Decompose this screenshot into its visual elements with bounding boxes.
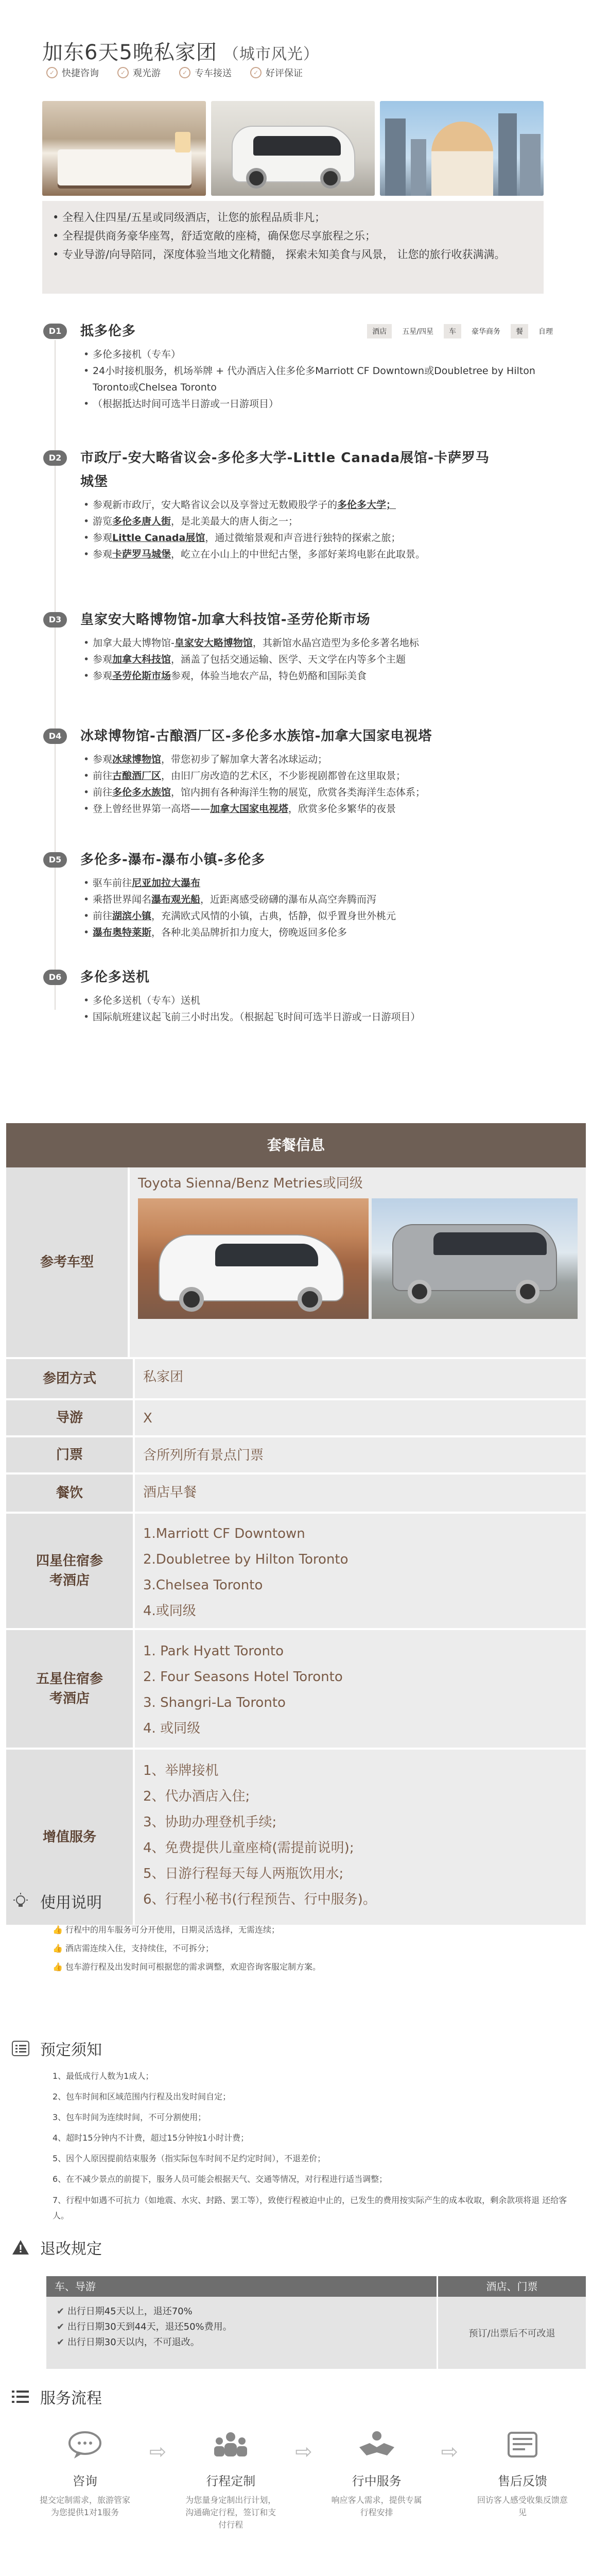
row-value: 3. Shangri-La Toronto — [143, 1695, 286, 1710]
tag-sightseeing: ✓ 观光游 — [117, 66, 161, 79]
day-item: • 前往湖滨小镇，充满欧式风情的小镇，古典，恬静，似乎置身世外桃元 — [83, 908, 557, 924]
flow-step: 行程定制 为您量身定制出行计划，沟通确定行程，签订和支付行程 — [182, 2430, 280, 2531]
day-badge: D1 — [43, 324, 67, 339]
day-item: • 多伦多接机（专车） — [83, 346, 547, 363]
check-icon: ✔ — [57, 2321, 67, 2332]
row-value: 酒店早餐 — [133, 1475, 586, 1512]
table-row — [6, 1514, 586, 1630]
day-badge: D5 — [43, 852, 67, 868]
day-item: • 国际航班建议起飞前三小时出发。（根据起飞时间可选半日游或一日游项目） — [83, 1009, 557, 1025]
day-item: • 前往古酿酒厂区，由旧厂房改造的艺术区，不少影视剧都曾在这里取景； — [83, 768, 557, 784]
refund-title: 退改规定 — [40, 2240, 102, 2258]
day-item: • 24小时接机服务，机场举牌 + 代办酒店入住多伦多Marriott CF Downtown或Doubletree by Hilton Toronto或Chelsea Toronto — [83, 363, 547, 396]
flow-step: 售后反馈 回访客人感受收集反馈意见 — [474, 2430, 571, 2531]
check-icon: ✔ — [57, 2337, 67, 2348]
day-item: • 驱车前往尼亚加拉大瀑布 — [83, 875, 557, 891]
usage-item: 👍 包车游行程及出发时间可根据您的需求调整，欢迎咨询客服定制方案。 — [53, 1962, 321, 1972]
usage-section — [11, 1890, 578, 1976]
team-icon — [182, 2430, 280, 2467]
day-item: • 前往多伦多水族馆，馆内拥有各种海洋生物的展览，欣赏各类海洋生态体系； — [83, 784, 557, 801]
day-5 — [43, 848, 558, 941]
row-key: 参考车型 — [6, 1167, 128, 1357]
booking-item: 1、最低成行人数为1成人； — [53, 2071, 154, 2081]
list-icon — [11, 2039, 30, 2058]
day-badge: D3 — [43, 612, 67, 628]
day-title: 皇家安大略博物馆-加拿大科技馆-圣劳伦斯市场 — [80, 612, 371, 628]
day-item: • 多伦多送机（专车）送机 — [83, 992, 557, 1009]
day-item: • 参观圣劳伦斯市场参观，体验当地农产品，特色奶酪和国际美食 — [83, 668, 557, 684]
day-item: • 参观新市政厅，安大略省议会以及享誉过无数殿股学子的多伦多大学； — [83, 497, 557, 513]
chat-icon: ✓ — [46, 67, 58, 78]
tag-consult: ✓ 快捷咨询 — [46, 66, 99, 79]
thumb-icon: ✓ — [250, 67, 262, 78]
row-value: 1、举牌接机 — [143, 1763, 219, 1778]
tag-transfer: ✓ 专车接送 — [179, 66, 232, 79]
table-row — [6, 1437, 586, 1475]
flow-section — [11, 2385, 578, 2408]
arrow-right-icon: ⇨ — [295, 2440, 312, 2464]
usage-item: 👍 行程中的用车服务可分开使用，日期灵活选择，无需连续； — [53, 1925, 280, 1935]
row-value: 4、免费提供儿童座椅(需提前说明); — [143, 1840, 354, 1856]
flow-step: 咨询 提交定制需求，旅游管家为您提供1对1服务 — [36, 2430, 134, 2531]
tag-guarantee: ✓ 好评保证 — [250, 66, 303, 79]
day-badge: D4 — [43, 728, 67, 744]
row-value: 2. Four Seasons Hotel Toronto — [143, 1669, 343, 1685]
day-title: 多伦多送机 — [80, 970, 150, 985]
day-badge: D2 — [43, 450, 67, 466]
benz-photo — [372, 1198, 578, 1319]
row-key: 导游 — [6, 1400, 133, 1435]
booking-item: 4、超时15分钟内不计费，超过15分钟按1小时计费； — [53, 2133, 249, 2143]
refund-col-car: 车、导游 — [55, 2280, 96, 2293]
day-1 — [43, 319, 558, 412]
row-value: 含所列所有景点门票 — [133, 1437, 586, 1472]
day-4 — [43, 724, 558, 817]
thumb-icon: 👍 — [53, 1925, 66, 1935]
row-key: 四星住宿参考酒店 — [6, 1514, 133, 1628]
day-2 — [43, 446, 558, 563]
day-item: • 加拿大最大博物馆-皇家安大略博物馆，其新馆水晶宫造型为多伦多著名地标 — [83, 635, 557, 651]
refund-section — [11, 2236, 578, 2259]
day-hotel-info: 酒店 五星/四星 车 豪华商务 餐 自理 — [367, 324, 558, 338]
handshake-icon — [328, 2430, 426, 2467]
booking-item: 7、行程中如遇不可抗力（如地震、水灾、封路、罢工等），致使行程被迫中止的，已发生的费用按实际产生的成本收取，剩余款项将退 还给客人。 — [53, 2195, 567, 2221]
day-badge: D6 — [43, 970, 67, 985]
package-heading: 套餐信息 — [6, 1123, 586, 1167]
row-key: 五星住宿参考酒店 — [6, 1630, 133, 1748]
table-row — [6, 1475, 586, 1514]
city-photo — [380, 101, 544, 196]
title-subtitle: （城市风光） — [223, 45, 319, 63]
row-value: 5、日游行程每天每人两瓶饮用水; — [143, 1866, 344, 1882]
car-icon: ✓ — [179, 67, 190, 78]
flow-title: 服务流程 — [40, 2389, 102, 2408]
day-title: 抵多伦多 — [80, 324, 136, 339]
day-item: • 参观卡萨罗马城堡，屹立在小山上的中世纪古堡，多部好莱坞电影在此取景。 — [83, 546, 557, 563]
day-item: • 登上曾经世界第一高塔——加拿大国家电视塔，欣赏多伦多繁华的夜景 — [83, 801, 557, 817]
row-key: 门票 — [6, 1437, 133, 1472]
row-value: 2、代办酒店入住; — [143, 1789, 250, 1804]
thumb-icon: 👍 — [53, 1943, 66, 1953]
day-item: • （根据抵达时间可选半日游或一日游项目） — [83, 396, 547, 412]
table-row — [6, 1167, 586, 1359]
booking-section — [11, 2037, 578, 2224]
feedback-icon — [474, 2430, 571, 2467]
page-title — [42, 36, 319, 65]
row-value: 3.Chelsea Toronto — [143, 1578, 263, 1593]
row-value: Toyota Sienna/Benz Metries或同级 — [138, 1176, 363, 1191]
day-item: • 参观冰球博物馆，带您初步了解加拿大著名冰球运动； — [83, 751, 557, 768]
refund-table — [46, 2276, 586, 2369]
flow-steps — [36, 2430, 571, 2531]
flow-step: 行中服务 响应客人需求，提供专属行程安排 — [328, 2430, 426, 2531]
thumb-icon: 👍 — [53, 1962, 66, 1972]
title-main: 加东6天5晚私家团 — [42, 41, 217, 64]
row-key: 参团方式 — [6, 1359, 133, 1398]
day-title: 冰球博物馆-古酿酒厂区-多伦多水族馆-加拿大国家电视塔 — [80, 728, 432, 744]
row-key: 增值服务 — [6, 1750, 133, 1925]
warning-icon — [11, 2238, 30, 2257]
row-value: 私家团 — [133, 1359, 586, 1398]
row-key: 餐饮 — [6, 1475, 133, 1512]
table-row — [6, 1359, 586, 1400]
package-table — [6, 1123, 586, 1927]
intro-line: • 全程提供商务豪华座驾，舒适宽敞的座椅，确保您尽享旅程之乐； — [53, 230, 376, 242]
day-item: • 游览多伦多唐人街，是北美最大的唐人街之一； — [83, 513, 557, 530]
van-photo — [211, 101, 375, 196]
table-row — [6, 1630, 586, 1750]
menu-icon — [11, 2387, 30, 2406]
refund-item: ✔ 出行日期45天以上，退还70% — [57, 2306, 193, 2317]
arrow-right-icon: ⇨ — [149, 2440, 167, 2464]
check-icon: ✔ — [57, 2306, 67, 2317]
feature-tags — [46, 66, 303, 79]
usage-title: 使用说明 — [40, 1894, 102, 1912]
hotel-room-photo — [42, 101, 206, 196]
row-value: 1. Park Hyatt Toronto — [143, 1643, 284, 1659]
booking-item: 5、因个人原因提前结束服务（指实际包车时间不足约定时间），不退差价； — [53, 2154, 326, 2163]
refund-item: ✔ 出行日期30天以内，不可退改。 — [57, 2337, 200, 2348]
refund-col-hotel: 酒店、门票 — [437, 2276, 586, 2297]
row-value: 4. 或同级 — [143, 1721, 201, 1736]
row-value: X — [133, 1400, 586, 1435]
intro-box — [42, 201, 544, 294]
row-value: 6、行程小秘书(行程预告、行中服务)。 — [143, 1892, 376, 1907]
refund-item: ✔ 出行日期30天到44天，退还50%费用。 — [57, 2321, 232, 2332]
row-value: 1.Marriott CF Downtown — [143, 1526, 305, 1541]
row-value: 4.或同级 — [143, 1603, 196, 1619]
day-item: • 瀑布奥特莱斯，各种北美品牌折扣力度大，傍晚返回多伦多 — [83, 924, 557, 941]
row-value: 2.Doubletree by Hilton Toronto — [143, 1552, 349, 1567]
booking-item: 3、包车时间为连续时间，不可分割使用； — [53, 2112, 206, 2122]
booking-item: 6、在不减少景点的前提下，服务人员可能会根据天气、交通等情况，对行程进行适当调整； — [53, 2174, 388, 2184]
table-row — [6, 1400, 586, 1437]
refund-right: 预订/出票后不可改退 — [437, 2297, 586, 2369]
day-title: 市政厅-安大略省议会-多伦多大学-Little Canada展馆-卡萨罗马城堡 — [80, 450, 490, 489]
day-title: 多伦多-瀑布-瀑布小镇-多伦多 — [80, 852, 266, 868]
day-item: • 参观Little Canada展馆，通过微缩景观和声音进行独特的探索之旅； — [83, 530, 557, 546]
usage-item: 👍 酒店需连续入住，支持续住，不可拆分； — [53, 1943, 214, 1953]
day-6 — [43, 965, 558, 1025]
row-value: 3、协助办理登机手续; — [143, 1815, 277, 1830]
intro-line: • 全程入住四星/五星或同级酒店，让您的旅程品质非凡； — [53, 211, 326, 224]
intro-line: • 专业导游/向导陪同，深度体验当地文化精髓， 探索未知美食与风景， 让您的旅行收获满满。 — [53, 248, 506, 261]
arrow-right-icon: ⇨ — [441, 2440, 459, 2464]
camera-icon: ✓ — [117, 67, 129, 78]
day-item: • 参观加拿大科技馆，涵盖了包括交通运输、医学、天文学在内等多个主题 — [83, 651, 557, 668]
booking-title: 预定须知 — [40, 2041, 102, 2059]
sienna-photo — [138, 1198, 369, 1319]
booking-item: 2、包车时间和区域范围内行程及出发时间自定； — [53, 2092, 231, 2102]
day-item: • 乘搭世界闻名瀑布观光船，近距离感受磅礴的瀑布从高空奔腾而泻 — [83, 891, 557, 908]
day-3 — [43, 608, 558, 684]
lightbulb-icon — [11, 1892, 30, 1910]
chat-bubble-icon — [36, 2430, 134, 2467]
